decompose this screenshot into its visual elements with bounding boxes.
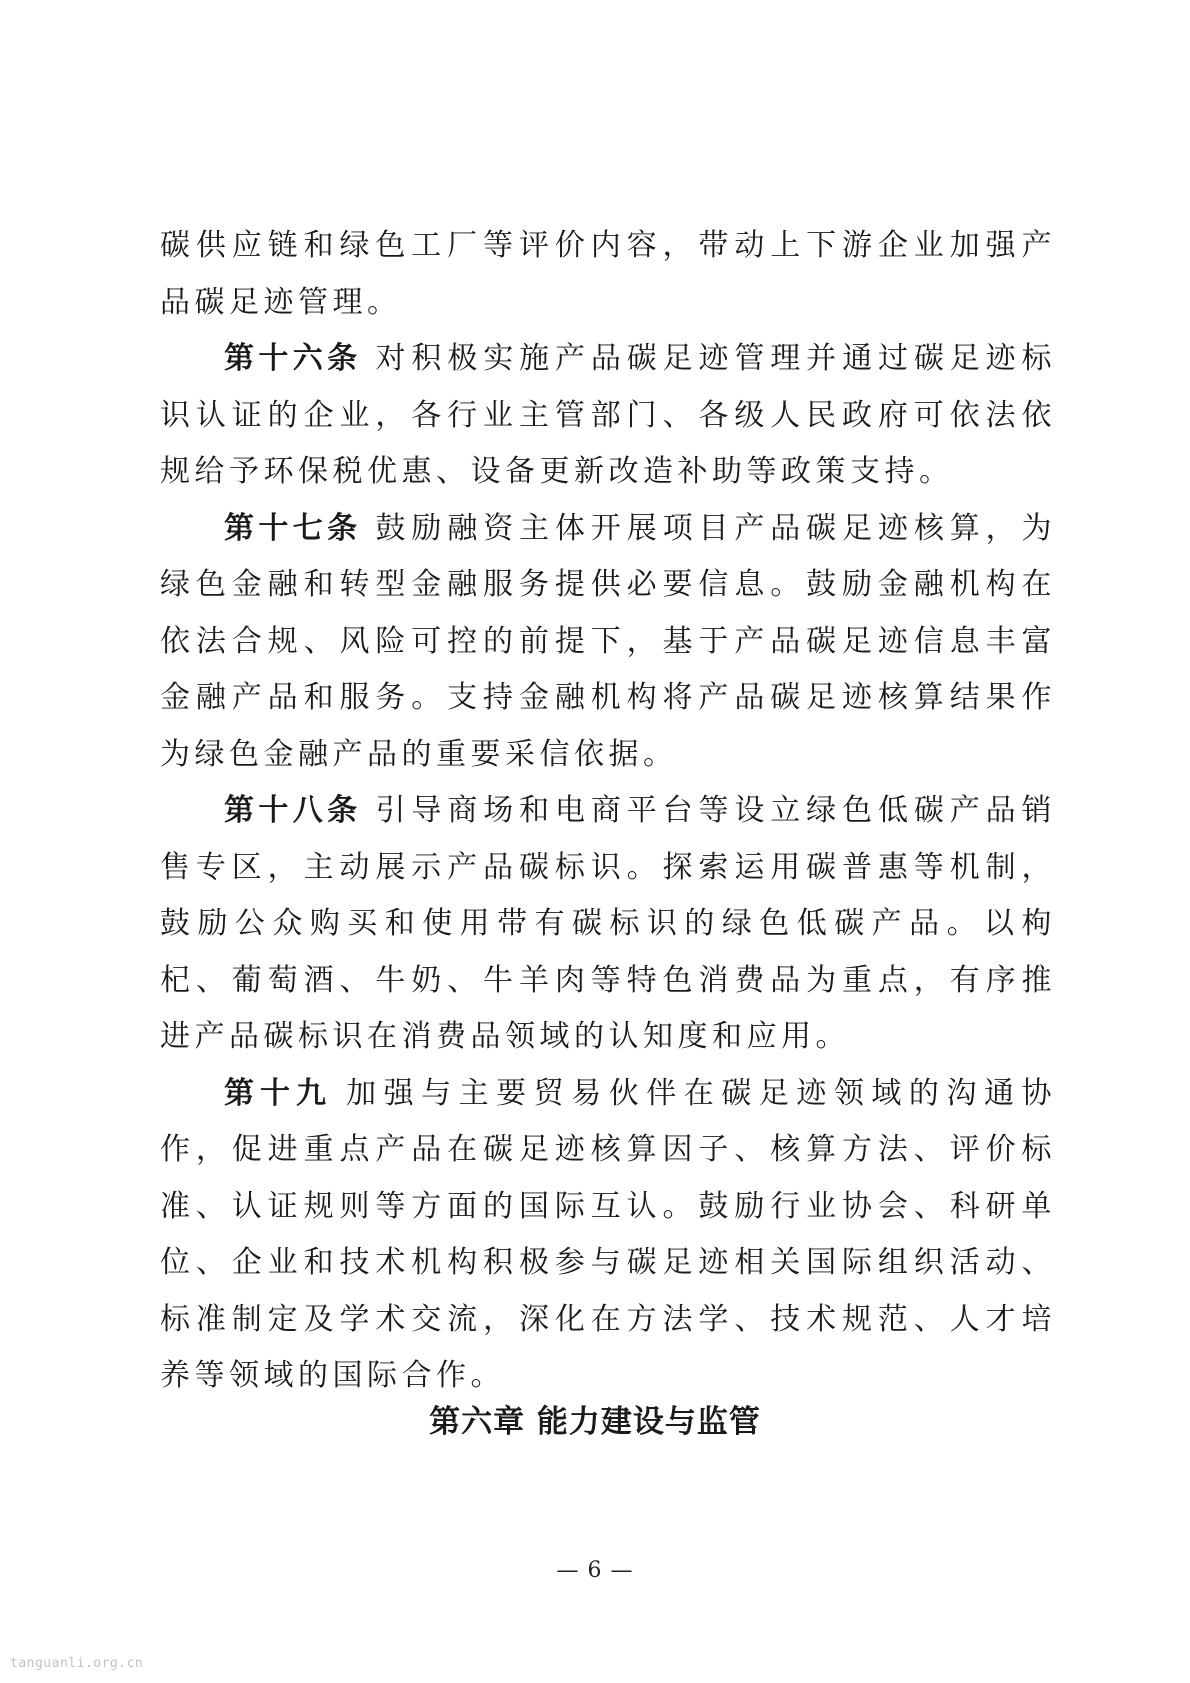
article-number: 第十七条 [224, 510, 362, 546]
article-17 [160, 501, 1056, 784]
article-number: 第十八条 [224, 793, 362, 828]
article-text: 加强与主要贸易伙伴在碳足迹领域的沟通协作，促进重点产品在碳足迹核算因子、核算方法、评价标准、认证规则等方面的国际互认。鼓励行业协会、科研单位、企业和技术机构积极参与碳足迹相关国际组织活动、标准制定及学术交流，深化在方法学、技术规范、人才培养等领域的国际合作。 [160, 1075, 1057, 1393]
article-text: 引导商场和电商平台等设立绿色低碳产品销售专区，主动展示产品碳标识。探索运用碳普惠等机制，鼓励公众购买和使用带有碳标识的绿色低碳产品。以枸杞、葡萄酒、牛奶、牛羊肉等特色消费品为重点，有序推进产品碳标识在消费品领域的认知度和应用。 [160, 793, 1057, 1054]
body-text [160, 218, 1056, 1405]
article-19 [160, 1066, 1056, 1405]
continuation-paragraph [160, 218, 1056, 331]
chapter-title: 第六章 能力建设与监管 [429, 1404, 761, 1440]
watermark: tanguanli.org.cn [10, 1656, 144, 1671]
article-number: 第十九 [224, 1075, 333, 1111]
continuation-text: 碳供应链和绿色工厂等评价内容，带动上下游企业加强产品碳足迹管理。 [160, 228, 1056, 320]
article-number: 第十六条 [224, 341, 362, 376]
article-text: 对积极实施产品碳足迹管理并通过碳足迹标识认证的企业，各行业主管部门、各级人民政府可依法依规给予环保税优惠、设备更新改造补助等政策支持。 [160, 341, 1057, 489]
page-number: — 6 — [556, 1558, 634, 1583]
article-text: 鼓励融资主体开展项目产品碳足迹核算，为绿色金融和转型金融服务提供必要信息。鼓励金融机构在依法合规、风险可控的前提下，基于产品碳足迹信息丰富金融产品和服务。支持金融机构将产品碳足迹核算结果作为绿色金融产品的重要采信依据。 [160, 510, 1057, 772]
article-16 [160, 331, 1056, 501]
article-18 [160, 783, 1056, 1066]
